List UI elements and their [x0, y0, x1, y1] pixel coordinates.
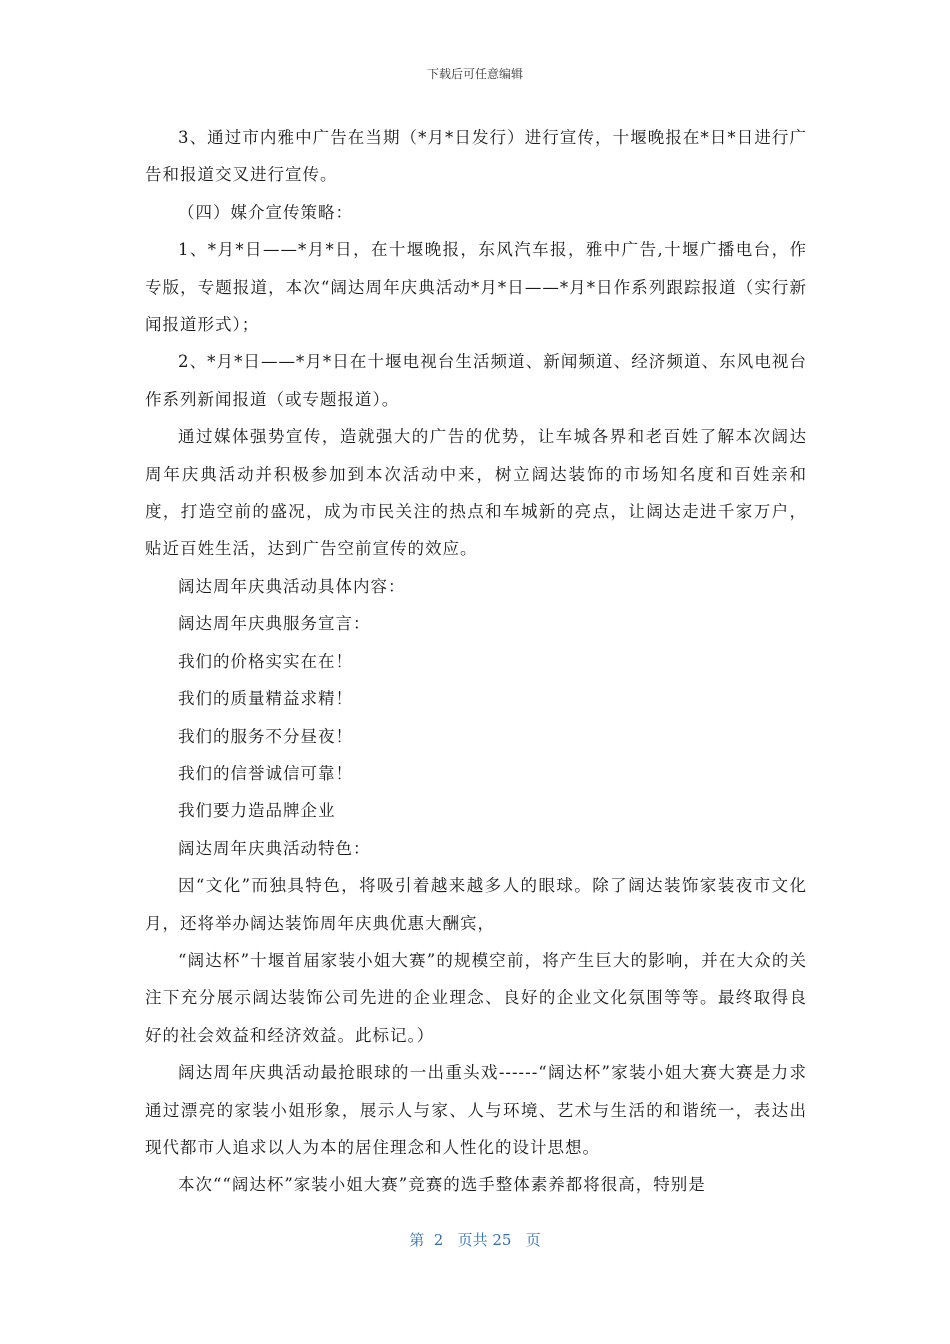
paragraph: “阔达杯”十堰首届家装小姐大赛”的规模空前，将产生巨大的影响，并在大众的关注下充分展示阔达装饰公司先进的企业理念、良好的企业文化氛围等等。最终取得良好的社会效益和经济效益。此标记。） [145, 950, 807, 1045]
paragraph: （四）媒介宣传策略： [178, 202, 353, 222]
page-number-footer: 第 2 页共 25 页 [409, 1231, 541, 1249]
paragraph: 阔达周年庆典服务宣言： [178, 614, 371, 634]
paragraph: 3、通过市内雅中广告在当期（*月*日发行）进行宣传，十堰晚报在*日*日进行广告和报道交叉进行宣传。 [145, 128, 807, 185]
paragraph: 本次““阔达杯”家装小姐大赛”竞赛的选手整体素养都将很高，特别是 [178, 1175, 706, 1195]
page-header: 下载后可任意编辑 [426, 67, 523, 81]
paragraph: 我们的质量精益求精！ [178, 689, 353, 709]
paragraph: 阔达周年庆典活动最抢眼球的一出重头戏------“阔达杯”家装小姐大赛大赛是力求通过漂亮的家装小姐形象，展示人与家、人与环境、艺术与生活的和谐统一，表达出现代都市人追求以人为本的居住理念和人性化的设计思想。 [145, 1063, 807, 1157]
paragraph: 因“文化”而独具特色，将吸引着越来越多人的眼球。除了阔达装饰家装夜市文化月，还将举办阔达装饰周年庆典优惠大酬宾， [145, 876, 807, 933]
paragraph: 我们的价格实实在在！ [178, 651, 353, 671]
paragraph: 我们的服务不分昼夜！ [178, 726, 353, 746]
paragraph: 我们的信誉诚信可靠！ [178, 763, 353, 783]
paragraph: 1、*月*日——*月*日，在十堰晚报，东风汽车报，雅中广告,十堰广播电台，作专版，专题报道，本次“阔达周年庆典活动*月*日——*月*日作系列跟踪报道（实行新闻报道形式）； [145, 240, 807, 335]
paragraph: 我们要力造品牌企业 [178, 801, 336, 821]
paragraph: 阔达周年庆典活动特色： [178, 838, 371, 858]
paragraph: 2、*月*日——*月*日在十堰电视台生活频道、新闻频道、经济频道、东风电视台作系列新闻报道（或专题报道）。 [145, 352, 807, 409]
document-body [145, 119, 807, 1204]
paragraph: 阔达周年庆典活动具体内容： [178, 576, 406, 596]
paragraph: 通过媒体强势宣传，造就强大的广告的优势，让车城各界和老百姓了解本次阔达周年庆典活动并积极参加到本次活动中来，树立阔达装饰的市场知名度和百姓亲和度，打造空前的盛况，成为市民关注的热点和车城新的亮点，让阔达走进千家万户，贴近百姓生活，达到广告空前宣传的效应。 [145, 427, 807, 559]
